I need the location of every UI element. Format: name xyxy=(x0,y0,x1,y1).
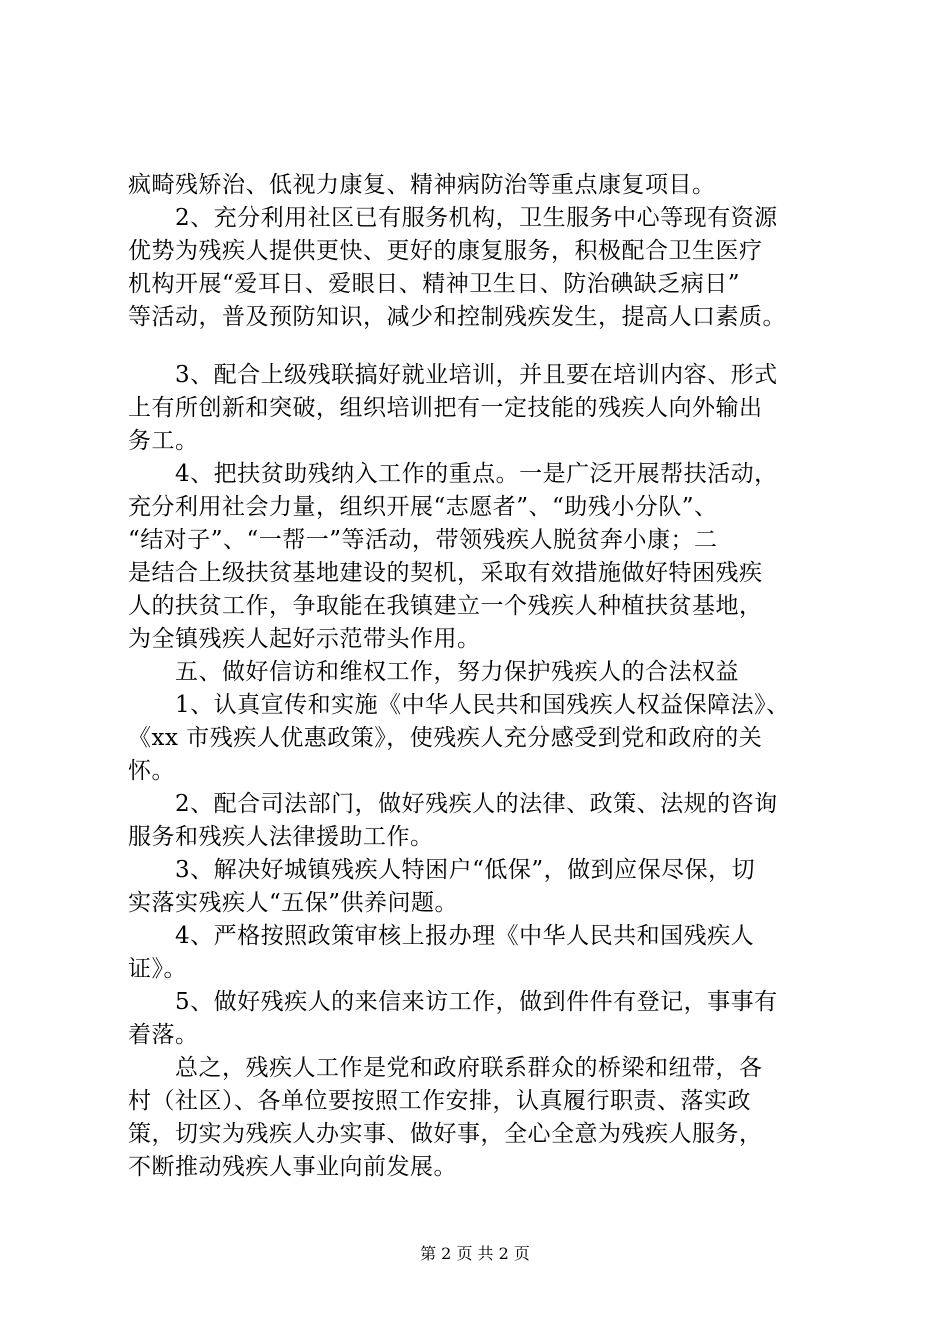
text-line: 4、严格按照政策审核上报办理《中华人民共和国残疾人 xyxy=(175,923,755,949)
text-line: 3、配合上级残联搞好就业培训，并且要在培训内容、形式 xyxy=(175,362,778,388)
text-line: 为全镇残疾人起好示范带头作用。 xyxy=(128,626,481,652)
text-line: “结对子”、“一帮一”等活动，带领残疾人脱贫奔小康；二 xyxy=(128,527,718,553)
text-line: 4、把扶贫助残纳入工作的重点。一是广泛开展帮扶活动， xyxy=(175,461,778,487)
text-line: 证》。 xyxy=(128,956,187,982)
text-line: 《xx 市残疾人优惠政策》，使残疾人充分感受到党和政府的关 xyxy=(128,725,763,751)
text-line: 村（社区）、各单位要按照工作安排，认真履行职责、落实政 xyxy=(128,1088,751,1114)
text-line: 总之，残疾人工作是党和政府联系群众的桥梁和纽带，各 xyxy=(175,1055,763,1081)
text-line: 服务和残疾人法律援助工作。 xyxy=(128,824,434,850)
text-line: 1、认真宣传和实施《中华人民共和国残疾人权益保障法》、 xyxy=(175,692,790,718)
text-line: 2、配合司法部门，做好残疾人的法律、政策、法规的咨询 xyxy=(175,791,778,817)
text-line: 机构开展“爱耳日、爱眼日、精神卫生日、防治碘缺乏病日” xyxy=(128,271,741,297)
text-line: 人的扶贫工作，争取能在我镇建立一个残疾人种植扶贫基地， xyxy=(128,593,763,619)
text-line: 疯畸残矫治、低视力康复、精神病防治等重点康复项目。 xyxy=(128,172,716,198)
text-line: 3、解决好城镇残疾人特困户“低保”，做到应保尽保，切 xyxy=(175,857,756,883)
page-number-footer: 第 2 页 共 2 页 xyxy=(420,1244,530,1263)
text-line: 5、做好残疾人的来信来访工作，做到件件有登记，事事有 xyxy=(175,989,778,1015)
text-line: 实落实残疾人“五保”供养问题。 xyxy=(128,890,459,916)
text-line: 着落。 xyxy=(128,1022,199,1048)
text-line: 2、充分利用社区已有服务机构，卫生服务中心等现有资源 xyxy=(175,205,778,231)
text-line: 充分利用社会力量，组织开展“志愿者”、“助残小分队”、 xyxy=(128,494,718,520)
text-line: 不断推动残疾人事业向前发展。 xyxy=(128,1154,457,1180)
section-heading: 五、做好信访和维权工作，努力保护残疾人的合法权益 xyxy=(175,659,739,685)
text-line: 上有所创新和突破，组织培训把有一定技能的残疾人向外输出 xyxy=(128,395,763,421)
text-line: 优势为残疾人提供更快、更好的康复服务，积极配合卫生医疗 xyxy=(128,238,763,264)
text-line: 策，切实为残疾人办实事、做好事，全心全意为残疾人服务， xyxy=(128,1121,763,1147)
text-line: 怀。 xyxy=(128,758,175,784)
text-line: 务工。 xyxy=(128,428,199,454)
text-line: 是结合上级扶贫基地建设的契机，采取有效措施做好特困残疾 xyxy=(128,560,763,586)
text-line: 等活动，普及预防知识，减少和控制残疾发生，提高人口素质。 xyxy=(128,304,786,330)
